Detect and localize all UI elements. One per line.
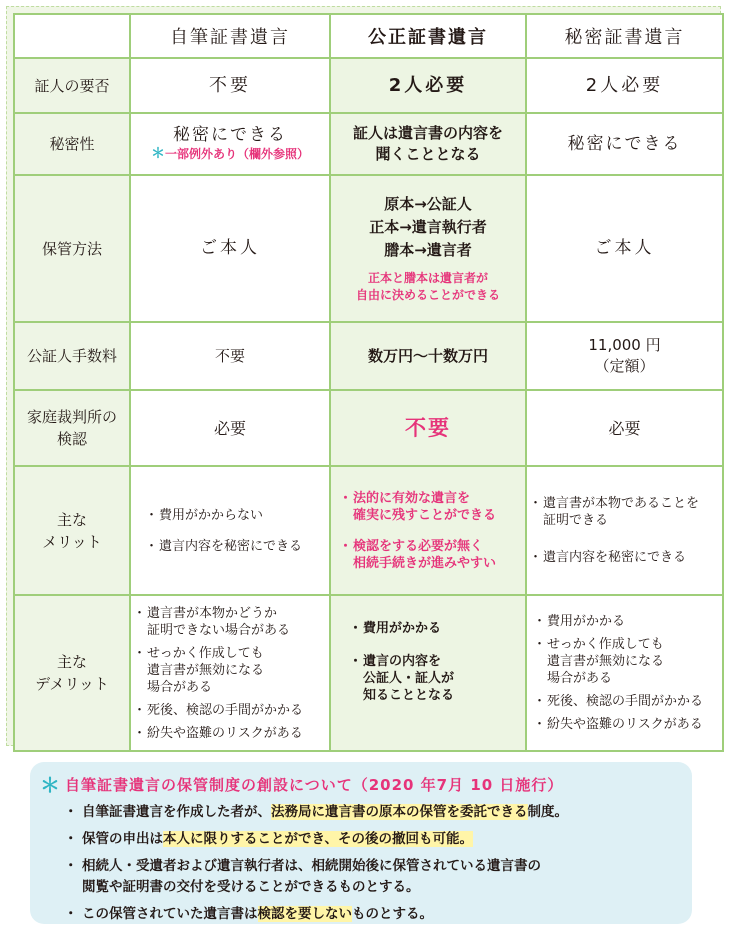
row-label-merit bbox=[14, 466, 130, 595]
secrecy-col2-line2: 聞くこととなる bbox=[375, 145, 481, 163]
merit-col3-item2-line1: ・ 遺言内容を秘密にできる bbox=[543, 550, 687, 565]
demerit-col1-item2-line1: ・ せっかく作成しても bbox=[147, 645, 264, 661]
asterisk-icon: ＊ bbox=[150, 146, 165, 162]
cell-fee-col1: 不要 bbox=[130, 322, 330, 390]
demerit-col3-item bbox=[535, 613, 720, 630]
merit-col3-item1-line1: ・ 遺言書が本物であることを bbox=[543, 496, 700, 511]
cell-witness-col2: 2人必要 bbox=[330, 58, 526, 113]
row-merit bbox=[14, 466, 723, 595]
demerit-col2-item2-line3: 知ることとなる bbox=[363, 688, 455, 703]
demerit-label-line1: 主な bbox=[56, 653, 87, 671]
merit-col2-item bbox=[341, 538, 519, 572]
cell-storage-col1: ご本人 bbox=[130, 175, 330, 322]
corner-cell bbox=[14, 14, 130, 58]
court-label-line2: 検認 bbox=[56, 430, 87, 448]
row-secrecy bbox=[14, 113, 723, 175]
merit-col1-item: ・ 費用がかからない bbox=[147, 507, 323, 524]
info-list bbox=[40, 802, 678, 925]
row-court bbox=[14, 390, 723, 466]
cell-merit-col1 bbox=[130, 466, 330, 595]
demerit-col3-item2-line3: 場合がある bbox=[547, 671, 613, 686]
secrecy-exception-note bbox=[131, 146, 329, 163]
info-item-3 bbox=[70, 856, 678, 898]
row-label-court bbox=[14, 390, 130, 466]
merit-col2-item1-line2: 確実に残すことができる bbox=[353, 507, 497, 523]
cell-fee-col2: 数万円～十数万円 bbox=[330, 322, 526, 390]
cell-merit-col2 bbox=[330, 466, 526, 595]
merit-label-line1: 主な bbox=[56, 510, 87, 529]
demerit-col1-item1-line2: 証明できない場合がある bbox=[147, 622, 291, 638]
storage-transcript: 謄本→遺言者 bbox=[384, 241, 472, 259]
storage-original: 原本→公証人 bbox=[384, 195, 472, 213]
merit-col3-item bbox=[531, 549, 720, 566]
info-item2-highlight: 本人に限りすることができ、その後の撤回も可能。 bbox=[163, 831, 473, 847]
fee-col3-amount: 11,000 円 bbox=[588, 336, 661, 354]
row-storage bbox=[14, 175, 723, 322]
merit-col2-item bbox=[341, 490, 519, 524]
info-item3-line2: 閲覧や証明書の交付を受けることができるものとする。 bbox=[82, 879, 420, 895]
storage-note-line1: 正本と謄本は遺言者が bbox=[367, 271, 488, 285]
info-title-text: 自筆証書遺言の保管制度の創設について（2020 年7月 10 日施行） bbox=[65, 776, 564, 794]
cell-storage-col3: ご本人 bbox=[526, 175, 723, 322]
row-witness bbox=[14, 58, 723, 113]
secrecy-col2-line1: 証人は遺言書の内容を bbox=[352, 124, 503, 142]
cell-court-col1: 必要 bbox=[130, 390, 330, 466]
merit-col1-item: ・ 遺言内容を秘密にできる bbox=[147, 538, 323, 555]
cell-merit-col3 bbox=[526, 466, 723, 595]
info-item1-pre: 自筆証書遺言を作成した者が、 bbox=[82, 804, 271, 820]
header-row bbox=[14, 14, 723, 58]
merit-col2-item1-line1: ・ 法的に有効な遺言を bbox=[353, 490, 471, 506]
info-item-2 bbox=[70, 829, 678, 850]
info-item1-post: 制度。 bbox=[527, 804, 568, 820]
fee-col3-fixed: （定額） bbox=[594, 357, 655, 375]
cell-witness-col1: 不要 bbox=[130, 58, 330, 113]
row-label-secrecy: 秘密性 bbox=[14, 113, 130, 175]
demerit-label-line2: デメリット bbox=[35, 675, 109, 693]
row-label-witness: 証人の要否 bbox=[14, 58, 130, 113]
demerit-col2-item2-line2: 公証人・証人が bbox=[363, 671, 455, 686]
cell-secrecy-col2 bbox=[330, 113, 526, 175]
demerit-col3-item4-line1: ・ 紛失や盗難のリスクがある bbox=[547, 717, 703, 732]
info-item1-highlight: 法務局に遺言書の原本の保管を委託できる bbox=[271, 804, 528, 820]
demerit-col3-item3-line1: ・ 死後、検認の手間がかかる bbox=[547, 694, 704, 709]
row-demerit bbox=[14, 595, 723, 751]
demerit-col3-item bbox=[535, 716, 720, 733]
cell-fee-col3 bbox=[526, 322, 723, 390]
demerit-col3-item2-line2: 遺言書が無効になる bbox=[547, 654, 665, 669]
info-item2-pre: 保管の申出は bbox=[82, 831, 163, 847]
demerit-col3-item bbox=[535, 636, 720, 687]
header-holographic-will: 自筆証書遺言 bbox=[130, 14, 330, 58]
info-item-4 bbox=[70, 904, 678, 925]
cell-secrecy-col1 bbox=[130, 113, 330, 175]
cell-demerit-col2 bbox=[330, 595, 526, 751]
header-secret-will: 秘密証書遺言 bbox=[526, 14, 723, 58]
cell-court-col2: 不要 bbox=[330, 390, 526, 466]
court-label-line1: 家庭裁判所の bbox=[26, 408, 117, 426]
demerit-col3-item bbox=[535, 693, 720, 710]
demerit-col2-item bbox=[351, 620, 519, 637]
merit-label-line2: メリット bbox=[42, 532, 102, 551]
info-item3-line1: ・ 相続人・受遺者および遺言執行者は、相続開始後に保管されている遺言書の bbox=[82, 858, 541, 874]
cell-demerit-col3 bbox=[526, 595, 723, 751]
merit-col3-item bbox=[531, 495, 720, 529]
cell-storage-col2 bbox=[330, 175, 526, 322]
asterisk-icon: ＊ bbox=[40, 773, 61, 797]
storage-note-line2: 自由に決めることができる bbox=[355, 288, 500, 302]
cell-secrecy-col3: 秘密にできる bbox=[526, 113, 723, 175]
cell-court-col3: 必要 bbox=[526, 390, 723, 466]
demerit-col1-item1-line1: ・ 遺言書が本物かどうか bbox=[147, 605, 278, 621]
demerit-col1-item bbox=[135, 702, 327, 719]
merit-col2-item2-line1: ・ 検認をする必要が無く bbox=[353, 538, 484, 554]
info-item-1 bbox=[70, 802, 678, 823]
info-item4-pre: この保管されていた遺言書は bbox=[82, 906, 258, 922]
demerit-col3-item2-line1: ・ せっかく作成しても bbox=[547, 637, 664, 652]
demerit-col1-item bbox=[135, 725, 327, 742]
merit-col2-item2-line2: 相続手続きが進みやすい bbox=[353, 555, 497, 571]
secrecy-note-text: 一部例外あり（欄外参照） bbox=[164, 147, 309, 161]
info-title bbox=[40, 769, 678, 798]
demerit-col1-item4-line1: ・ 紛失や盗難のリスクがある bbox=[147, 725, 303, 741]
info-item4-post: ものとする。 bbox=[352, 906, 433, 922]
demerit-col1-item2-line2: 遺言書が無効になる bbox=[147, 662, 265, 678]
demerit-col2-item1-line1: ・ 費用がかかる bbox=[363, 621, 442, 636]
row-label-demerit bbox=[14, 595, 130, 751]
demerit-col1-item2-line3: 場合がある bbox=[147, 679, 213, 695]
storage-system-info-box bbox=[30, 762, 692, 924]
storage-certified-copy: 正本→遺言執行者 bbox=[369, 218, 487, 236]
row-fee bbox=[14, 322, 723, 390]
will-comparison-table bbox=[13, 13, 724, 752]
demerit-col2-item2-line1: ・ 遺言の内容を bbox=[363, 654, 442, 669]
row-label-fee: 公証人手数料 bbox=[14, 322, 130, 390]
comparison-table-panel bbox=[6, 6, 721, 746]
cell-demerit-col1 bbox=[130, 595, 330, 751]
info-item4-highlight: 検認を要しない bbox=[257, 906, 352, 922]
demerit-col1-item bbox=[135, 605, 327, 639]
demerit-col1-item3-line1: ・ 死後、検認の手間がかかる bbox=[147, 702, 304, 718]
header-notarial-will: 公正証書遺言 bbox=[330, 14, 526, 58]
merit-col3-item1-line2: 証明できる bbox=[543, 513, 609, 528]
demerit-col1-item bbox=[135, 645, 327, 696]
secrecy-col1-text: 秘密にできる bbox=[173, 125, 287, 145]
demerit-col3-item1-line1: ・ 費用がかかる bbox=[547, 614, 626, 629]
cell-witness-col3: 2人必要 bbox=[526, 58, 723, 113]
demerit-col2-item bbox=[351, 653, 519, 704]
row-label-storage: 保管方法 bbox=[14, 175, 130, 322]
